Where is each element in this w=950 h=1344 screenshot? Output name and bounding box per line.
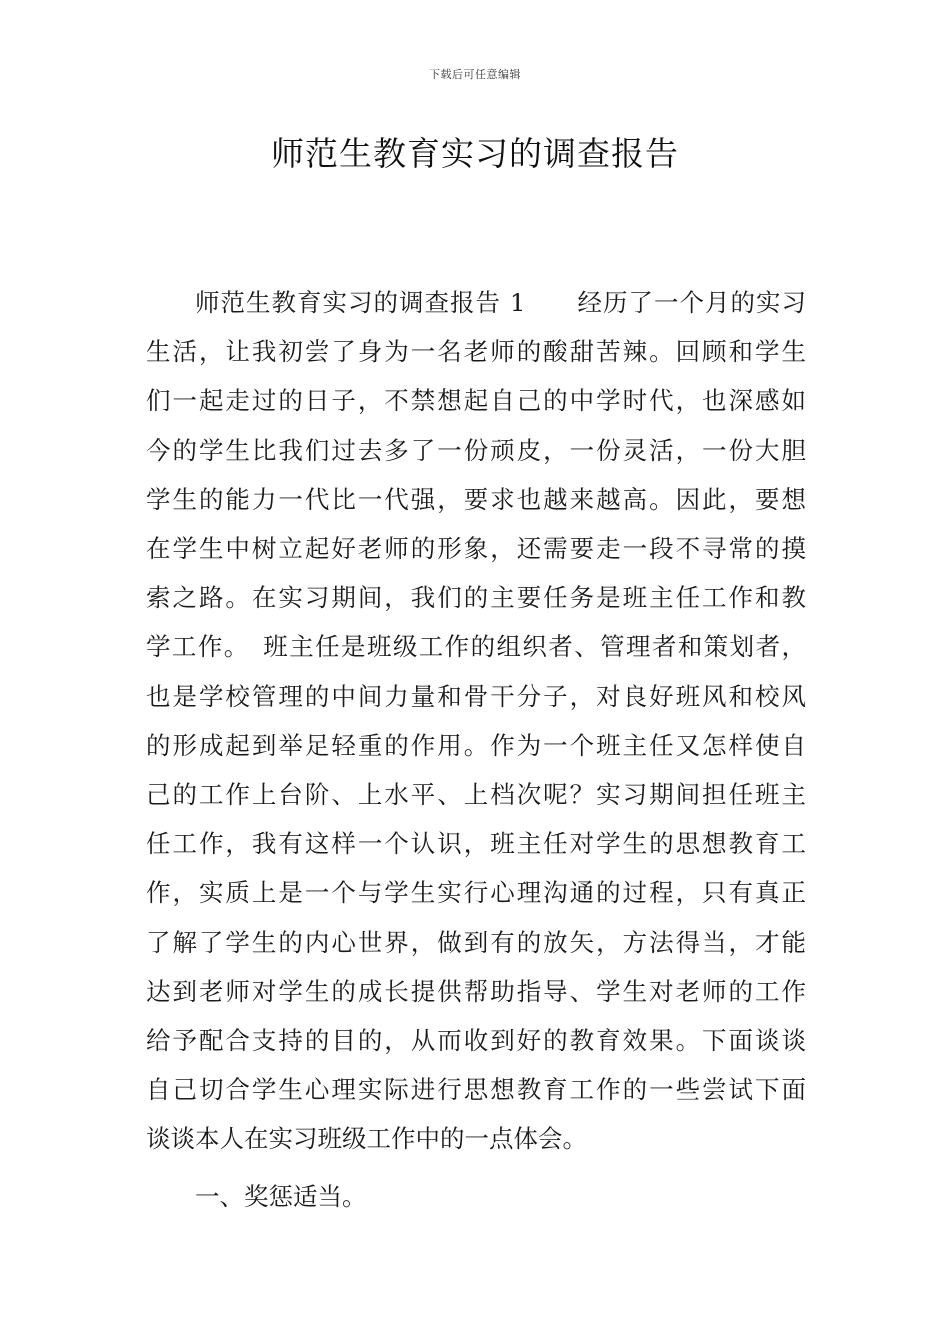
document-title: 师范生教育实习的调查报告	[271, 134, 679, 173]
paragraph-line: 的形成起到举足轻重的作用。作为一个班主任又怎样使自	[146, 730, 806, 760]
paragraph-line: 学工作。 班主任是班级工作的组织者、管理者和策划者，	[146, 632, 806, 662]
paragraph-line: 学生的能力一代比一代强，要求也越来越高。因此，要想	[146, 484, 806, 514]
paragraph-line: 谈谈本人在实习班级工作中的一点体会。	[146, 1124, 587, 1154]
paragraph-line: 师范生教育实习的调查报告 1 经历了一个月的实习	[195, 288, 806, 317]
paragraph-line: 在学生中树立起好老师的形象，还需要走一段不寻常的摸	[146, 534, 806, 564]
paragraph-line: 任工作，我有这样一个认识，班主任对学生的思想教育工	[146, 829, 806, 859]
paragraph-line: 了解了学生的内心世界，做到有的放矢，方法得当，才能	[146, 927, 806, 957]
paragraph-line: 们一起走过的日子，不禁想起自己的中学时代，也深感如	[146, 386, 806, 416]
paragraph-line: 也是学校管理的中间力量和骨干分子，对良好班风和校风	[146, 681, 806, 711]
paragraph-line: 作，实质上是一个与学生实行心理沟通的过程，只有真正	[146, 878, 806, 908]
paragraph-line: 己的工作上台阶、上水平、上档次呢？实习期间担任班主	[146, 780, 806, 810]
body-paragraph	[146, 278, 806, 1164]
paragraph-line: 索之路。在实习期间，我们的主要任务是班主任工作和教	[146, 583, 806, 613]
paragraph-line: 自己切合学生心理实际进行思想教育工作的一些尝试下面	[146, 1075, 806, 1105]
section-heading: 一、奖惩适当。	[195, 1182, 367, 1211]
paragraph-line: 今的学生比我们过去多了一份顽皮，一份灵活，一份大胆	[146, 435, 806, 465]
paragraph-line: 生活，让我初尝了身为一名老师的酸甜苦辣。回顾和学生	[146, 337, 806, 367]
paragraph-line: 达到老师对学生的成长提供帮助指导、学生对老师的工作	[146, 976, 806, 1006]
header-note: 下载后可任意编辑	[429, 68, 521, 81]
paragraph-line: 给予配合支持的目的，从而收到好的教育效果。下面谈谈	[146, 1026, 806, 1056]
